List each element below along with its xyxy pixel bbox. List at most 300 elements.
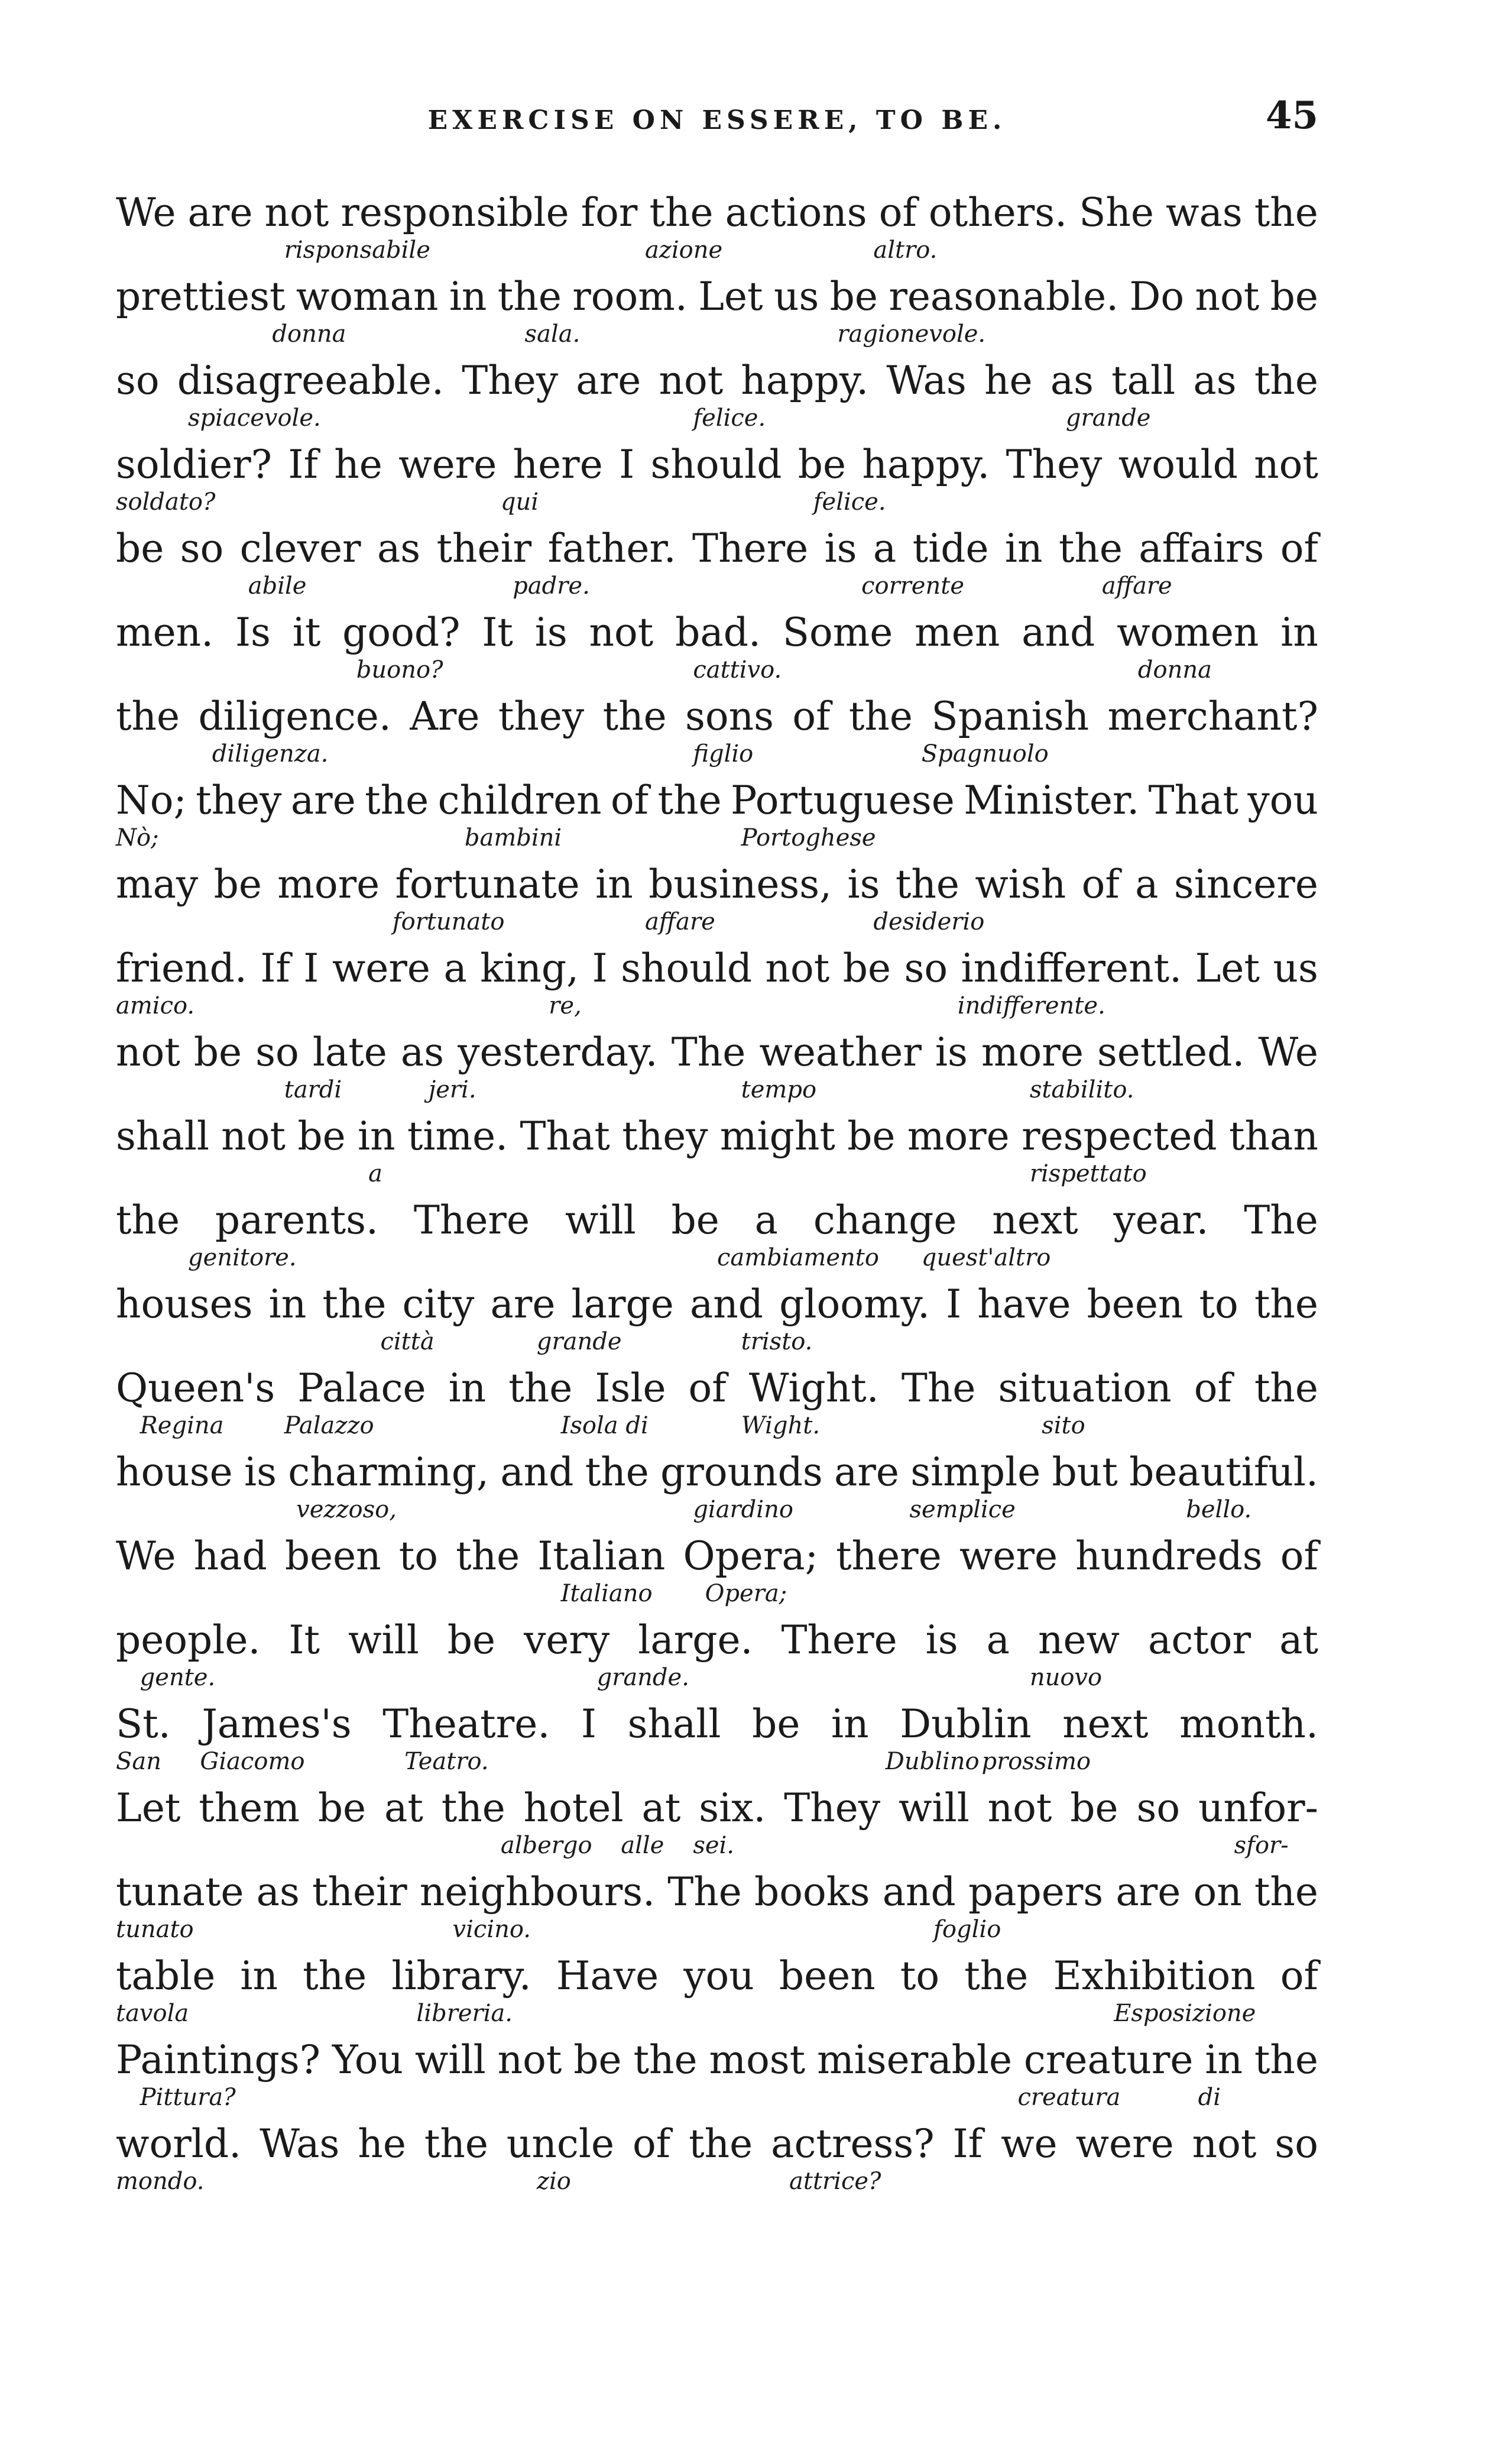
english-word: the bbox=[1254, 1365, 1318, 1411]
english-word: men bbox=[915, 610, 1000, 655]
english-word: The bbox=[1244, 1197, 1318, 1243]
text-line-pair bbox=[116, 1617, 1318, 1701]
english-word: actions bbox=[725, 190, 867, 235]
english-word: not bbox=[1254, 442, 1318, 487]
english-word: Let bbox=[1195, 946, 1260, 991]
italian-gloss: stabilito. bbox=[1029, 1076, 1134, 1103]
english-word: so bbox=[255, 1029, 299, 1075]
english-word: but bbox=[1052, 1449, 1118, 1495]
italian-gloss-line bbox=[116, 1999, 1318, 2028]
english-word: be bbox=[752, 1701, 800, 1747]
english-word: at bbox=[1279, 1617, 1318, 1663]
english-word: Queen's bbox=[116, 1365, 275, 1411]
english-word: It bbox=[482, 610, 513, 655]
english-word: The bbox=[667, 1869, 742, 1915]
english-word: are bbox=[490, 1281, 556, 1327]
english-word: gloomy. bbox=[779, 1281, 930, 1327]
english-word: as bbox=[377, 526, 421, 571]
text-line-pair bbox=[116, 777, 1318, 861]
text-line-pair bbox=[116, 525, 1318, 609]
english-word: their bbox=[436, 526, 532, 571]
english-word: women bbox=[1117, 610, 1259, 655]
english-word: children bbox=[437, 778, 602, 823]
english-word: were bbox=[398, 442, 497, 487]
english-word: been bbox=[1087, 1281, 1184, 1327]
italian-gloss: mondo. bbox=[116, 2168, 205, 2195]
italian-gloss: re, bbox=[549, 992, 582, 1019]
english-word: their bbox=[312, 1869, 407, 1915]
english-word: sons bbox=[685, 694, 774, 739]
english-word: in bbox=[240, 1953, 278, 1999]
english-word: Was bbox=[886, 358, 967, 403]
italian-gloss: sfor- bbox=[1234, 1832, 1289, 1859]
italian-gloss: Dublino bbox=[885, 1748, 980, 1775]
english-word: were bbox=[959, 1533, 1058, 1579]
italian-gloss: Pittura? bbox=[140, 2084, 236, 2111]
english-word: affairs bbox=[1139, 526, 1264, 571]
english-word: here bbox=[513, 442, 603, 487]
english-line bbox=[116, 2120, 1318, 2168]
english-word: grounds bbox=[660, 1449, 823, 1495]
english-word: uncle bbox=[506, 2121, 615, 2167]
italian-gloss: desiderio bbox=[873, 908, 985, 935]
italian-gloss-line bbox=[116, 2167, 1318, 2196]
english-word: and bbox=[500, 1449, 574, 1495]
italian-gloss-line bbox=[116, 1159, 1318, 1189]
english-word: There bbox=[413, 1197, 530, 1243]
italian-gloss: di bbox=[1198, 2084, 1221, 2111]
english-line bbox=[116, 1617, 1318, 1664]
english-word: friend. bbox=[116, 946, 247, 991]
italian-gloss: semplice bbox=[909, 1496, 1016, 1523]
exercise-text bbox=[116, 189, 1318, 2204]
english-word: a bbox=[1135, 862, 1159, 907]
italian-gloss: Opera; bbox=[705, 1580, 787, 1607]
italian-gloss: grande bbox=[1065, 404, 1151, 432]
italian-gloss: felice. bbox=[813, 488, 886, 516]
italian-gloss: azione bbox=[644, 237, 723, 264]
english-line bbox=[116, 1869, 1318, 1916]
italian-gloss: Italiano bbox=[560, 1580, 653, 1607]
text-line-pair bbox=[116, 1197, 1318, 1281]
english-word: had bbox=[193, 1533, 267, 1579]
text-line-pair bbox=[116, 1365, 1318, 1449]
english-word: not bbox=[765, 946, 830, 991]
running-head: EXERCISE ON ESSERE, TO BE. bbox=[427, 105, 1007, 135]
english-word: We bbox=[116, 190, 176, 235]
english-word: disagreeable. bbox=[177, 358, 445, 403]
italian-gloss: Palazzo bbox=[284, 1412, 374, 1439]
english-word: If bbox=[952, 2121, 983, 2167]
english-word: merchant? bbox=[1107, 694, 1318, 739]
english-word: Opera; bbox=[683, 1533, 818, 1579]
italian-gloss: ragionevole. bbox=[837, 320, 986, 348]
italian-gloss: San bbox=[116, 1748, 162, 1775]
english-word: books bbox=[754, 1869, 870, 1915]
english-word: unfor- bbox=[1198, 1785, 1318, 1831]
english-word: situation bbox=[998, 1365, 1172, 1411]
english-word: you bbox=[683, 1953, 754, 1999]
italian-gloss-line bbox=[116, 1831, 1318, 1860]
english-word: Are bbox=[410, 694, 480, 739]
english-word: shall bbox=[627, 1701, 721, 1747]
english-word: beautiful. bbox=[1129, 1449, 1318, 1495]
english-word: most bbox=[709, 2037, 806, 2083]
english-word: the bbox=[1254, 2037, 1318, 2083]
italian-gloss: corrente bbox=[861, 572, 964, 600]
italian-gloss: bello. bbox=[1186, 1496, 1252, 1523]
english-word: It bbox=[288, 1617, 320, 1663]
english-word: there bbox=[836, 1533, 942, 1579]
english-word: Exhibition bbox=[1053, 1953, 1256, 1999]
english-word: he bbox=[334, 442, 382, 487]
italian-gloss: donna bbox=[1137, 656, 1212, 684]
english-word: the bbox=[322, 1281, 387, 1327]
italian-gloss: vicino. bbox=[452, 1916, 531, 1943]
english-word: at bbox=[384, 1785, 423, 1831]
english-word: Wight. bbox=[748, 1365, 879, 1411]
italian-gloss: libreria. bbox=[416, 2000, 513, 2027]
english-word: We bbox=[1258, 1029, 1318, 1075]
italian-gloss: a bbox=[368, 1160, 382, 1187]
english-word: next bbox=[992, 1197, 1078, 1243]
english-word: so bbox=[116, 358, 160, 403]
english-word: houses bbox=[116, 1281, 253, 1327]
italian-gloss-line bbox=[116, 2083, 1318, 2112]
english-word: the bbox=[585, 1449, 649, 1495]
english-word: be bbox=[447, 1617, 496, 1663]
english-line bbox=[116, 189, 1318, 237]
english-word: large. bbox=[638, 1617, 753, 1663]
english-word: as bbox=[400, 1029, 445, 1075]
english-word: of bbox=[688, 1365, 727, 1411]
english-word: than bbox=[1228, 1113, 1318, 1159]
english-word: good? bbox=[342, 610, 461, 655]
english-word: not bbox=[589, 610, 654, 655]
english-word: room. bbox=[572, 274, 688, 319]
english-word: so bbox=[1275, 2121, 1318, 2167]
english-word: be bbox=[671, 1197, 719, 1243]
english-word: will bbox=[898, 1785, 970, 1831]
english-word: are bbox=[290, 778, 356, 823]
english-word: miserable bbox=[817, 2037, 1013, 2083]
italian-gloss: albergo bbox=[500, 1832, 592, 1859]
italian-gloss: rispettato bbox=[1029, 1160, 1147, 1187]
english-word: in bbox=[595, 862, 633, 907]
english-word: I bbox=[303, 946, 319, 991]
english-word: the bbox=[116, 694, 180, 739]
english-word: If bbox=[288, 442, 318, 487]
english-word: change bbox=[813, 1197, 957, 1243]
english-word: Palace bbox=[297, 1365, 426, 1411]
english-word: the bbox=[633, 2037, 698, 2083]
italian-gloss: Giacomo bbox=[200, 1748, 305, 1775]
english-word: the bbox=[1254, 358, 1318, 403]
english-word: are bbox=[1116, 1869, 1181, 1915]
english-word: They bbox=[462, 358, 559, 403]
english-word: tunate bbox=[116, 1869, 244, 1915]
english-word: The bbox=[901, 1365, 976, 1411]
italian-gloss: foglio bbox=[933, 1916, 1001, 1943]
english-word: No; bbox=[116, 778, 187, 823]
italian-gloss-line bbox=[116, 823, 1318, 853]
english-word: tall bbox=[1111, 358, 1176, 403]
english-word: in bbox=[1004, 526, 1043, 571]
english-word: simple bbox=[910, 1449, 1041, 1495]
italian-gloss: diligenza. bbox=[212, 740, 329, 768]
english-word: hotel bbox=[523, 1785, 624, 1831]
italian-gloss: indifferente. bbox=[957, 992, 1105, 1019]
english-word: actress? bbox=[771, 2121, 935, 2167]
text-line-pair bbox=[116, 2036, 1318, 2120]
italian-gloss-line bbox=[116, 1579, 1318, 1608]
english-word: been bbox=[284, 1533, 381, 1579]
english-line bbox=[116, 693, 1318, 740]
english-word: are bbox=[834, 1449, 899, 1495]
english-line bbox=[116, 1449, 1318, 1496]
text-line-pair bbox=[116, 1953, 1318, 2036]
english-word: of bbox=[632, 2121, 671, 2167]
italian-gloss: sito bbox=[1042, 1412, 1085, 1439]
english-word: of bbox=[1280, 526, 1318, 571]
italian-gloss: Nò; bbox=[116, 824, 159, 851]
english-word: late bbox=[312, 1029, 387, 1075]
english-line bbox=[116, 777, 1318, 824]
english-word: be bbox=[1270, 274, 1318, 319]
english-word: are bbox=[187, 190, 253, 235]
english-word: the bbox=[116, 1197, 180, 1243]
italian-gloss: attrice? bbox=[789, 2168, 881, 2195]
english-word: yesterday. bbox=[458, 1029, 658, 1075]
english-word: house bbox=[116, 1449, 233, 1495]
english-word: not bbox=[264, 190, 329, 235]
italian-gloss: Isola di bbox=[560, 1412, 649, 1439]
english-word: others. bbox=[928, 190, 1068, 235]
text-line-pair bbox=[116, 1701, 1318, 1785]
english-word: are bbox=[576, 358, 641, 403]
english-word: I bbox=[592, 946, 608, 991]
english-word: have bbox=[977, 1281, 1071, 1327]
english-word: and bbox=[1022, 610, 1095, 655]
english-word: on bbox=[1193, 1869, 1242, 1915]
english-word: be bbox=[829, 274, 878, 319]
italian-gloss: tardi bbox=[284, 1076, 342, 1103]
english-word: Minister. bbox=[964, 778, 1140, 823]
english-word: king, bbox=[480, 946, 579, 991]
text-line-pair bbox=[116, 609, 1318, 693]
english-word: of bbox=[1280, 1533, 1318, 1579]
english-line bbox=[116, 1113, 1318, 1160]
book-page bbox=[116, 89, 1318, 2395]
english-word: Theatre. bbox=[382, 1701, 550, 1747]
english-word: they bbox=[196, 778, 282, 823]
english-line bbox=[116, 441, 1318, 488]
english-word: the bbox=[456, 1533, 520, 1579]
english-word: is bbox=[925, 1617, 958, 1663]
italian-gloss: tristo. bbox=[741, 1328, 813, 1355]
italian-gloss-line bbox=[116, 1327, 1318, 1356]
english-word: the bbox=[365, 778, 429, 823]
italian-gloss: sala. bbox=[524, 320, 581, 348]
english-word: new bbox=[1037, 1617, 1120, 1663]
english-word: the bbox=[441, 1785, 505, 1831]
italian-gloss: tunato bbox=[116, 1916, 194, 1943]
italian-gloss: Teatro. bbox=[404, 1748, 489, 1775]
english-word: them bbox=[199, 1785, 300, 1831]
italian-gloss: tempo bbox=[741, 1076, 817, 1103]
english-word: so bbox=[180, 526, 224, 571]
text-line-pair bbox=[116, 2120, 1318, 2204]
english-word: not bbox=[987, 1785, 1052, 1831]
english-word: settled. bbox=[1097, 1029, 1245, 1075]
english-line bbox=[116, 861, 1318, 908]
italian-gloss: padre. bbox=[513, 572, 590, 600]
english-word: I bbox=[946, 1281, 962, 1327]
english-word: father. bbox=[547, 526, 676, 571]
english-line bbox=[116, 1785, 1318, 1832]
english-word: the bbox=[1254, 190, 1318, 235]
english-word: is bbox=[847, 862, 880, 907]
italian-gloss-line bbox=[116, 235, 1318, 265]
english-word: us bbox=[773, 274, 819, 319]
italian-gloss: spiacevole. bbox=[188, 404, 321, 432]
english-word: Dublin bbox=[900, 1701, 1032, 1747]
english-word: library. bbox=[391, 1953, 531, 1999]
english-word: be bbox=[193, 1029, 242, 1075]
english-word: be bbox=[213, 862, 262, 907]
italian-gloss-line bbox=[116, 655, 1318, 685]
english-word: been bbox=[779, 1953, 876, 1999]
english-word: to bbox=[398, 1533, 439, 1579]
text-line-pair bbox=[116, 1785, 1318, 1869]
english-word: hundreds bbox=[1075, 1533, 1263, 1579]
english-word: The bbox=[671, 1029, 746, 1075]
italian-gloss-line bbox=[116, 1075, 1318, 1105]
italian-gloss: jeri. bbox=[428, 1076, 476, 1103]
english-word: were bbox=[332, 946, 430, 991]
english-word: in bbox=[448, 1365, 487, 1411]
text-line-pair bbox=[116, 945, 1318, 1029]
english-word: the bbox=[303, 1953, 367, 1999]
english-word: the bbox=[508, 1365, 573, 1411]
english-word: is bbox=[935, 1029, 968, 1075]
english-word: soldier? bbox=[116, 442, 273, 487]
english-word: table bbox=[116, 1953, 216, 1999]
text-line-pair bbox=[116, 1869, 1318, 1953]
english-word: might bbox=[719, 1113, 835, 1159]
english-word: time. bbox=[407, 1113, 508, 1159]
italian-gloss: genitore. bbox=[188, 1244, 297, 1271]
english-word: should bbox=[650, 442, 782, 487]
italian-gloss-line bbox=[116, 1915, 1318, 1944]
english-word: Italian bbox=[537, 1533, 666, 1579]
italian-gloss: prossimo bbox=[981, 1748, 1091, 1775]
english-word: papers bbox=[968, 1869, 1104, 1915]
english-word: tide bbox=[912, 526, 989, 571]
english-word: of bbox=[611, 778, 649, 823]
english-word: in bbox=[1205, 2037, 1243, 2083]
page-header bbox=[116, 89, 1318, 166]
english-word: be bbox=[842, 946, 891, 991]
english-word: very bbox=[524, 1617, 610, 1663]
text-line-pair bbox=[116, 273, 1318, 357]
italian-gloss: tavola bbox=[116, 2000, 189, 2027]
english-word: Have bbox=[556, 1953, 659, 1999]
italian-gloss: cambiamento bbox=[717, 1244, 879, 1271]
italian-gloss-line bbox=[116, 907, 1318, 937]
english-word: he bbox=[984, 358, 1033, 403]
italian-gloss-line bbox=[116, 1747, 1318, 1776]
english-word: James's bbox=[202, 1701, 352, 1747]
english-word: She bbox=[1079, 190, 1154, 235]
english-word: the bbox=[848, 694, 913, 739]
english-word: so bbox=[904, 946, 948, 991]
english-line bbox=[116, 1953, 1318, 2000]
italian-gloss: quest'altro bbox=[921, 1244, 1051, 1271]
italian-gloss: soldato? bbox=[116, 488, 216, 516]
english-word: charming, bbox=[288, 1449, 489, 1495]
english-word: the bbox=[1254, 1281, 1318, 1327]
english-word: That bbox=[1148, 778, 1238, 823]
text-line-pair bbox=[116, 693, 1318, 777]
english-word: reasonable. bbox=[889, 274, 1119, 319]
english-word: to bbox=[1199, 1281, 1238, 1327]
english-word: be bbox=[1070, 1785, 1118, 1831]
english-word: world. bbox=[116, 2121, 242, 2167]
english-word: of bbox=[1081, 862, 1120, 907]
english-word: Was bbox=[260, 2121, 340, 2167]
english-word: parents. bbox=[215, 1197, 379, 1243]
english-word: We bbox=[116, 1533, 176, 1579]
english-word: indifferent. bbox=[961, 946, 1182, 991]
english-word: clever bbox=[239, 526, 361, 571]
english-word: may bbox=[116, 862, 199, 907]
italian-gloss-line bbox=[116, 1411, 1318, 1440]
english-word: of bbox=[1280, 1953, 1318, 1999]
english-word: in bbox=[1280, 610, 1318, 655]
italian-gloss-line bbox=[116, 571, 1318, 601]
italian-gloss: fortunato bbox=[392, 908, 505, 935]
english-word: not bbox=[116, 1029, 180, 1075]
italian-gloss: affare bbox=[1101, 572, 1172, 600]
english-word: should bbox=[621, 946, 753, 991]
english-word: Isle bbox=[595, 1365, 666, 1411]
english-word: the bbox=[649, 190, 714, 235]
text-line-pair bbox=[116, 1281, 1318, 1365]
text-line-pair bbox=[116, 1449, 1318, 1533]
english-word: sincere bbox=[1173, 862, 1318, 907]
english-word: to bbox=[900, 1953, 940, 1999]
italian-gloss-line bbox=[116, 1495, 1318, 1524]
english-word: not bbox=[221, 1113, 286, 1159]
italian-gloss: abile bbox=[248, 572, 307, 600]
italian-gloss: grande bbox=[536, 1328, 622, 1355]
text-line-pair bbox=[116, 1533, 1318, 1617]
english-word: diligence. bbox=[198, 694, 391, 739]
english-word: as bbox=[256, 1869, 300, 1915]
italian-gloss: figlio bbox=[693, 740, 754, 768]
english-word: a bbox=[873, 526, 897, 571]
english-word: I bbox=[619, 442, 635, 487]
italian-gloss: Esposizione bbox=[1114, 2000, 1256, 2027]
english-line bbox=[116, 609, 1318, 656]
page-number: 45 bbox=[1265, 93, 1318, 138]
italian-gloss-line bbox=[116, 1663, 1318, 1692]
italian-gloss: città bbox=[380, 1328, 435, 1355]
english-word: be bbox=[297, 1113, 346, 1159]
italian-gloss: cattivo. bbox=[693, 656, 782, 684]
english-word: woman bbox=[296, 274, 439, 319]
